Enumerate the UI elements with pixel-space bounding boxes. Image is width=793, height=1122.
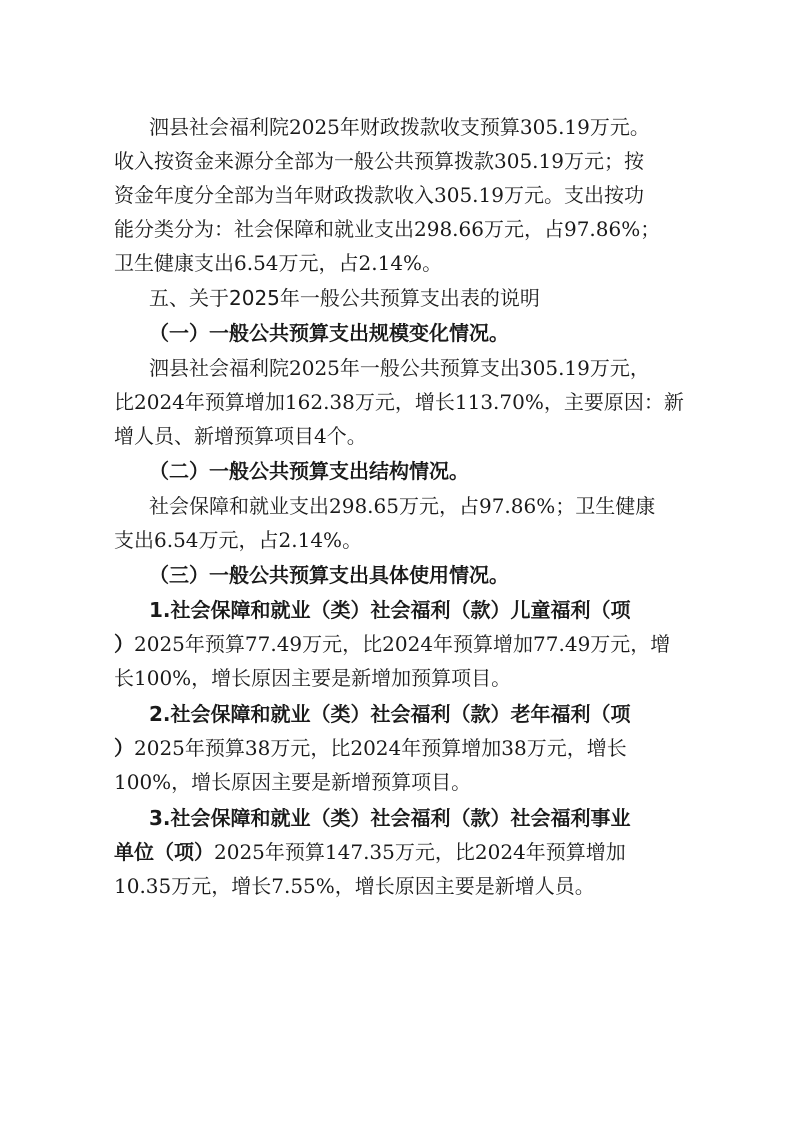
item-bracket	[114, 838, 626, 866]
item-heading: 2.社会保障和就业（类）社会福利（款）老年福利（项	[149, 702, 631, 726]
paragraph-line: 卫生健康支出6.54万元，占2.14%。	[114, 251, 443, 275]
paragraph-line: 100%，增长原因主要是新增预算项目。	[114, 770, 472, 794]
item-heading-continued: 单位（项）	[114, 840, 214, 864]
item-bracket	[114, 630, 670, 658]
item-heading: 1.社会保障和就业（类）社会福利（款）儿童福利（项	[149, 598, 631, 622]
item-heading-close-bracket: ）	[114, 736, 134, 760]
paragraph-line: 比2024年预算增加162.38万元，增长113.70%，主要原因：新	[114, 390, 684, 414]
paragraph-line: 泗县社会福利院2025年一般公共预算支出305.19万元，	[149, 356, 650, 380]
section-heading: 五、关于2025年一般公共预算支出表的说明	[149, 286, 540, 310]
paragraph-line: 支出6.54万元，占2.14%。	[114, 528, 363, 552]
subsection-heading: （二）一般公共预算支出结构情况。	[149, 459, 469, 483]
paragraph-line: 增人员、新增预算项目4个。	[114, 424, 367, 448]
item-text: 2025年预算147.35万元，比2024年预算增加	[214, 840, 626, 864]
paragraph-line: 10.35万元，增长7.55%，增长原因主要是新增人员。	[114, 874, 595, 898]
paragraph-line: 资金年度分全部为当年财政拨款收入305.19万元。支出按功	[114, 183, 644, 207]
paragraph-line: 社会保障和就业支出298.65万元，占97.86%；卫生健康	[149, 494, 656, 518]
paragraph-line: 泗县社会福利院2025年财政拨款收支预算305.19万元。	[149, 115, 650, 139]
item-bracket	[114, 734, 627, 762]
item-text: 2025年预算77.49万元，比2024年预算增加77.49万元，增	[134, 632, 671, 656]
item-heading-close-bracket: ）	[114, 632, 134, 656]
item-heading: 3.社会保障和就业（类）社会福利（款）社会福利事业	[149, 806, 631, 830]
item-text: 2025年预算38万元，比2024年预算增加38万元，增长	[134, 736, 627, 760]
paragraph-line: 收入按资金来源分全部为一般公共预算拨款305.19万元；按	[114, 149, 644, 173]
paragraph-line: 能分类分为：社会保障和就业支出298.66万元，占97.86%；	[114, 217, 661, 241]
subsection-heading: （一）一般公共预算支出规模变化情况。	[149, 321, 509, 345]
paragraph-line: 长100%，增长原因主要是新增加预算项目。	[114, 666, 512, 690]
subsection-heading: （三）一般公共预算支出具体使用情况。	[149, 563, 509, 587]
